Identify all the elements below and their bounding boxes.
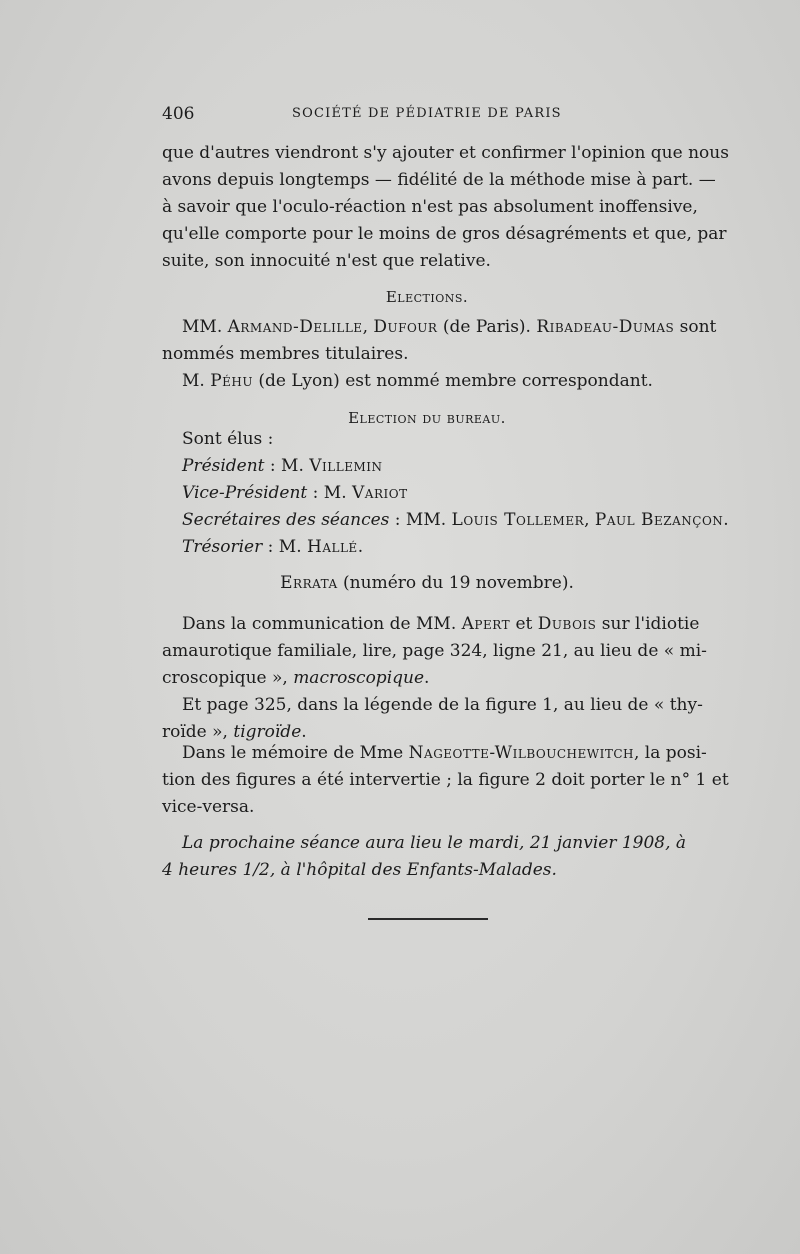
text: sont [674,317,717,337]
intro-line: qu'elle comporte pour le moins de gros désagréments et que, par [162,224,727,244]
person-name: Louis Tollemer [451,510,585,530]
errata-line: tion des figures a été intervertie ; la figure 2 doit porter le n° 1 et [162,770,729,790]
text: sur l'idiotie [596,614,700,634]
text: croscopique », [162,668,294,688]
intro-line: que d'autres viendront s'y ajouter et confirmer l'opinion que nous [162,143,729,163]
author-name: Nageotte-Wilbouchewitch [408,743,634,763]
correspondant-line [162,368,692,395]
text: MM. [182,317,228,337]
text: . [424,668,430,688]
running-title: SOCIÉTÉ DE PÉDIATRIE DE PARIS [292,106,562,121]
person-name: Paul Bezançon [594,510,724,530]
role-label: Secrétaires des séances [182,510,390,530]
text: : M. [264,456,310,476]
errata-line: vice-versa. [162,797,255,817]
member-name: Dufour [373,317,438,337]
text: (de Lyon) est nommé membre correspondant. [253,371,653,391]
tresorier-line [182,537,363,557]
text: , [584,510,595,530]
role-label: Trésorier [182,537,263,557]
correction: macroscopique [293,668,425,688]
errata-date: (numéro du 19 novembre). [337,573,574,593]
closing-line: 4 heures 1/2, à l'hôpital des Enfants-Malades. [162,860,557,880]
author-name: Dubois [537,614,597,634]
president-line [182,456,383,476]
secretaires-line [182,510,729,530]
correction: tigroïde [233,722,302,742]
bureau-heading: Election du bureau. [348,409,506,427]
member-name: Armand-Delille [227,317,363,337]
text: , [362,317,374,337]
errata-line [162,611,700,638]
text: M. [182,371,211,391]
text: . [301,722,307,742]
errata-line [162,740,707,767]
closing-note [162,830,692,884]
errata-line: amaurotique familiale, lire, page 324, ligne 21, au lieu de « mi- [162,641,707,661]
role-label: Vice-Président [182,483,308,503]
elections-heading: Elections. [385,288,469,306]
closing-line: La prochaine séance aura lieu le mardi, 21 janvier 1908, à [182,833,687,853]
page-number: 406 [162,104,195,124]
intro-line: suite, son innocuité n'est que relative. [162,251,491,271]
elections-line: nommés membres titulaires. [162,344,409,364]
intro-line: avons depuis longtemps — fidélité de la méthode mise à part. — [162,170,716,190]
text: . [723,510,729,530]
person-name: Villemin [309,456,383,476]
text: : M. [262,537,307,557]
member-name: Péhu [210,371,253,391]
errata-paragraph-2 [162,692,703,746]
role-label: Président [182,456,265,476]
errata-paragraph-3 [162,740,729,821]
text: et [510,614,538,634]
member-name: Ribadeau-Dumas [536,317,675,337]
text: : M. [307,483,353,503]
vice-president-line [182,483,408,503]
sont-elus: Sont élus : [182,429,274,449]
person-name: Variot [352,483,408,503]
errata-line: Et page 325, dans la légende de la figure 1, au lieu de « thy- [182,695,703,715]
errata-heading [162,573,692,593]
intro-paragraph [162,140,729,275]
text: Dans le mémoire de Mme [182,743,409,763]
elections-line [162,314,717,341]
intro-line: à savoir que l'oculo-réaction n'est pas absolument inoffensive, [162,197,698,217]
text: roïde », [162,722,234,742]
person-name: Hallé [307,537,358,557]
end-rule [368,918,488,920]
errata-label: Errata [280,573,338,593]
text: , la posi- [634,743,707,763]
errata-paragraph-1 [162,611,707,692]
author-name: Apert [461,614,511,634]
text: Dans la communication de MM. [182,614,462,634]
text: . [357,537,364,557]
errata-line [162,665,692,692]
text: (de Paris). [437,317,537,337]
elections-paragraph [162,314,717,395]
text: : MM. [389,510,452,530]
